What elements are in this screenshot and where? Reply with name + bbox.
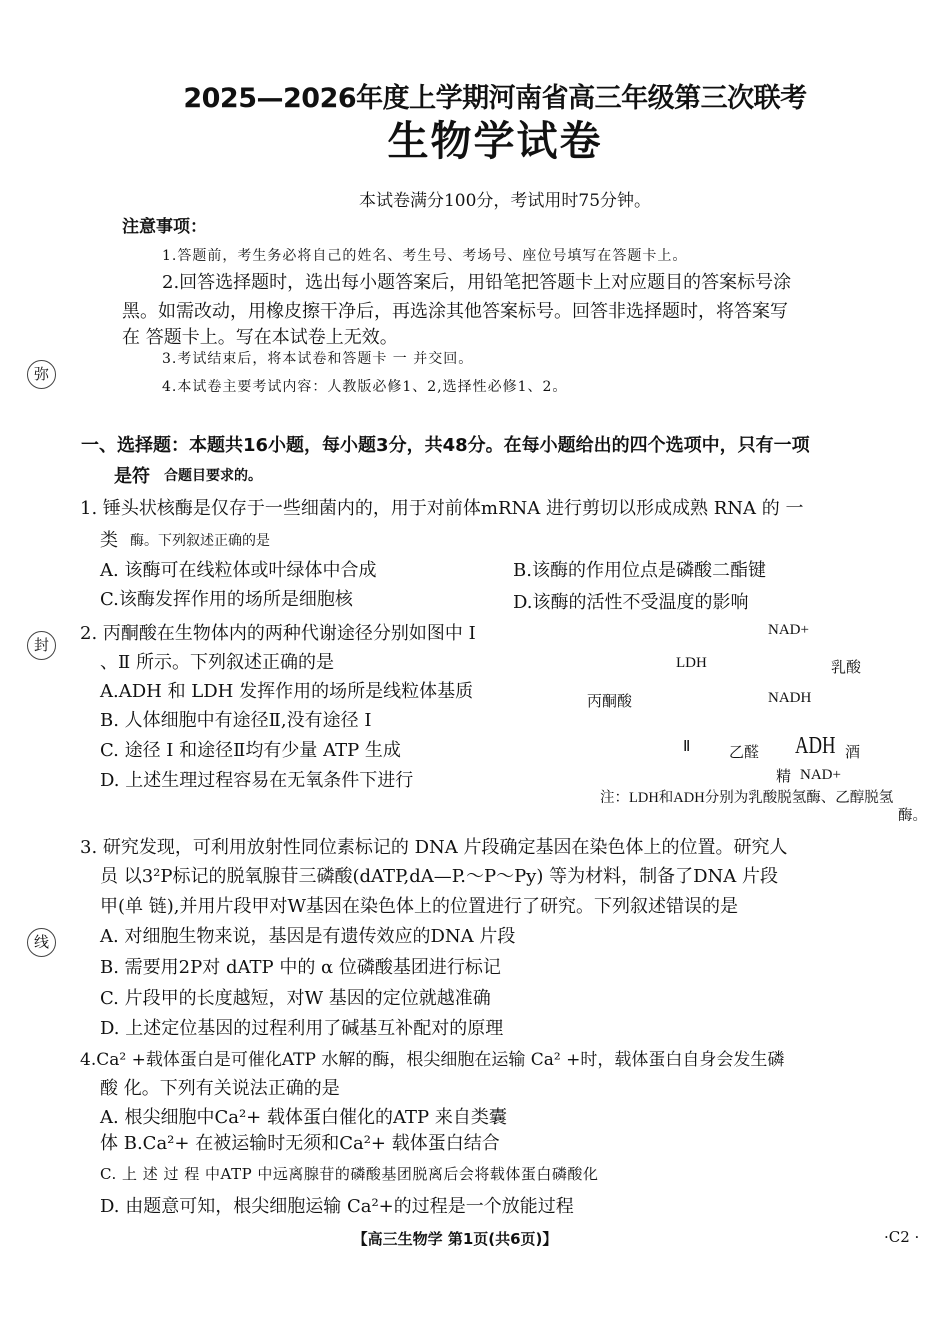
section-heading-cont-a: 是符: [114, 466, 150, 487]
diagram-route-2: Ⅱ: [683, 739, 691, 755]
page-footer: 【高三生物学 第1页(共6页)】: [352, 1230, 558, 1248]
notice-item-2-line-1: 2.回答选择题时，选出每小题答案后，用铅笔把答题卡上对应题目的答案标号涂: [162, 272, 792, 293]
subject-title: 生物学试卷: [387, 117, 603, 165]
q4-option-d: D. 由题意可知，根尖细胞运输 Ca²+的过程是一个放能过程: [100, 1196, 574, 1217]
seal-xian: 线: [27, 928, 56, 957]
q4-stem-line-2: 酸 化。下列有关说法正确的是: [100, 1078, 340, 1099]
notice-item-2-line-3: 在 答题卡上。写在本试卷上无效。: [122, 327, 398, 348]
diagram-note-line-2: 酶。: [898, 808, 927, 824]
diagram-ldh: LDH: [676, 655, 707, 671]
diagram-adh: ADH: [795, 733, 836, 759]
q3-stem-line-2: 员 以3²P标记的脱氧腺苷三磷酸(dATP,dA—P.～P～Py) 等为材料，制备了DNA 片段: [100, 866, 778, 887]
seal-mi: 弥: [27, 360, 56, 389]
diagram-nadh: NADH: [768, 690, 812, 706]
diagram-nad-bottom: NAD+: [800, 767, 841, 783]
diagram-acetaldehyde: 乙醛: [729, 745, 760, 761]
notice-item-3: 3.考试结束后，将本试卷和答题卡 一 并交回。: [162, 351, 474, 367]
diagram-nad-top: NAD+: [768, 622, 809, 638]
q3-option-d: D. 上述定位基因的过程利用了碱基互补配对的原理: [100, 1018, 504, 1039]
q3-option-a: A. 对细胞生物来说，基因是有遗传效应的DNA 片段: [100, 926, 516, 947]
q2-option-c: C. 途径 I 和途径Ⅱ均有少量 ATP 生成: [100, 740, 401, 761]
diagram-alcohol-1: 酒: [845, 745, 861, 761]
q2-option-b: B. 人体细胞中有途径Ⅱ,没有途径 I: [100, 710, 372, 731]
q2-stem-line-1: 2. 丙酮酸在生物体内的两种代谢途径分别如图中 I: [80, 623, 476, 644]
page-code: ·C2 ·: [884, 1228, 920, 1246]
q1-stem-line-2b: 酶。下列叙述正确的是: [130, 533, 270, 549]
q3-option-c: C. 片段甲的长度越短，对W 基因的定位就越准确: [100, 988, 491, 1009]
q4-stem-line-1: 4.Ca² +载体蛋白是可催化ATP 水解的酶，根尖细胞在运输 Ca² +时，载体蛋白自身会发生磷: [80, 1050, 785, 1070]
section-heading: 一、选择题：本题共16小题，每小题3分，共48分。在每小题给出的四个选项中，只有一项: [81, 435, 810, 456]
q1-stem-line-2a: 类: [100, 530, 118, 551]
q2-stem-line-2: 、Ⅱ 所示。下列叙述正确的是: [100, 652, 334, 673]
q3-stem-line-3: 甲(单 链),并用片段甲对W基因在染色体上的位置进行了研究。下列叙述错误的是: [100, 896, 738, 917]
notice-title: 注意事项：: [122, 217, 207, 237]
q2-option-d: D. 上述生理过程容易在无氧条件下进行: [100, 770, 414, 791]
notice-item-4: 4.本试卷主要考试内容：人教版必修1、2,选择性必修1、2。: [162, 379, 568, 395]
q3-stem-line-1: 3. 研究发现，可利用放射性同位素标记的 DNA 片段确定基因在染色体上的位置。研究人: [80, 837, 788, 858]
diagram-lactic-acid: 乳酸: [831, 660, 862, 676]
exam-title: 2025—2026年度上学期河南省高三年级第三次联考: [183, 83, 807, 114]
seal-feng: 封: [27, 631, 56, 660]
notice-item-1: 1.答题前，考生务必将自己的姓名、考生号、考场号、座位号填写在答题卡上。: [162, 248, 688, 264]
diagram-note-line-1: 注：LDH和ADH分别为乳酸脱氢酶、乙醇脱氢: [600, 790, 894, 806]
diagram-pyruvate: 丙酮酸: [587, 694, 633, 710]
q4-option-a-cont-and-b: 体 B.Ca²+ 在被运输时无须和Ca²+ 载体蛋白结合: [100, 1133, 500, 1154]
section-heading-cont-b: 合题目要求的。: [164, 468, 262, 484]
q4-option-a: A. 根尖细胞中Ca²+ 载体蛋白催化的ATP 来自类囊: [100, 1107, 507, 1128]
notice-item-2-line-2: 黑。如需改动，用橡皮擦干净后，再选涂其他答案标号。回答非选择题时，将答案写: [122, 301, 788, 322]
q3-option-b: B. 需要用2P对 dATP 中的 α 位磷酸基团进行标记: [100, 957, 501, 978]
q2-option-a: A.ADH 和 LDH 发挥作用的场所是线粒体基质: [100, 681, 474, 702]
q1-option-d: D.该酶的活性不受温度的影响: [513, 592, 749, 613]
q1-stem-line-1: 1. 锤头状核酶是仅存于一些细菌内的，用于对前体mRNA 进行剪切以形成成熟 RNA 的 一: [80, 498, 804, 519]
q1-option-c: C.该酶发挥作用的场所是细胞核: [100, 589, 353, 610]
diagram-alcohol-2: 精: [776, 769, 792, 785]
q1-option-a: A. 该酶可在线粒体或叶绿体中合成: [100, 560, 377, 581]
q1-option-b: B.该酶的作用位点是磷酸二酯键: [513, 560, 766, 581]
q4-option-c: C. 上 述 过 程 中ATP 中远离腺苷的磷酸基团脱离后会将载体蛋白磷酸化: [100, 1165, 599, 1183]
exam-info: 本试卷满分100分，考试用时75分钟。: [358, 191, 652, 211]
